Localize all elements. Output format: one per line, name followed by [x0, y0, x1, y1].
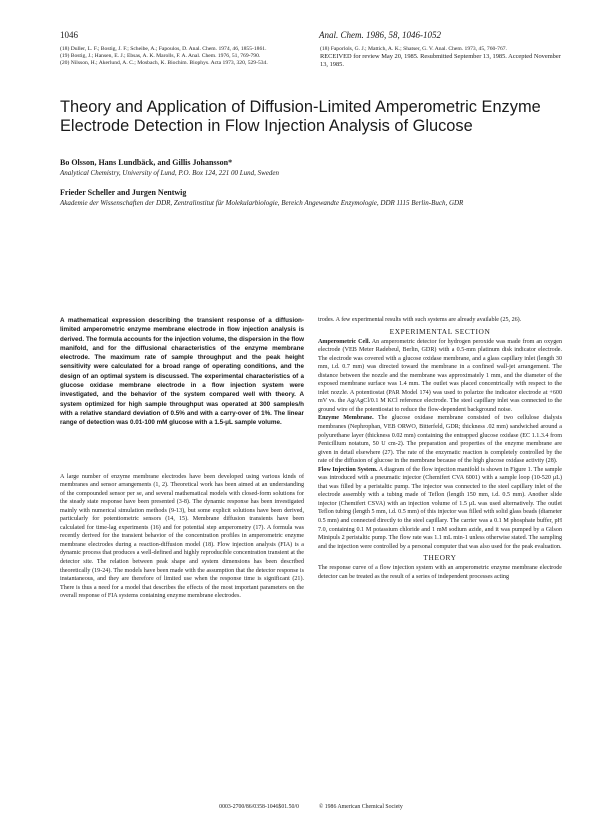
- reference-item: (18) Faporlols, G. J.; Mattich, A. K.; Shatser, G. V. Anal. Chem. 1973, 45, 760-767.: [320, 46, 507, 52]
- journal-citation: Anal. Chem. 1986, 58, 1046-1052: [319, 30, 441, 40]
- reference-item: (18) Duller, L. F.; Bostig, J. F.; Scheibe, A.; Fapoulos, D. Anal. Chem. 1974, 46, 1855-1861.: [60, 46, 267, 52]
- introduction-continued: trodes. A few experimental results with such systems are already available (25, 26).: [318, 317, 522, 323]
- experimental-section-heading: EXPERIMENTAL SECTION: [389, 326, 491, 336]
- runin-heading: Amperometric Cell.: [318, 338, 371, 345]
- references-left-column: [60, 46, 302, 86]
- paragraph-enzyme-membrane: [318, 414, 562, 465]
- article-code: 0003-2700/86/0358-1046$01.50/0: [219, 804, 299, 810]
- abstract: A mathematical expression describing the transient response of a diffusion-limited amperometric enzyme membrane electrode in flow injection analysis is derived. The formula accounts for the injection volume, the dispersion in the flow manifold, and for the diffusional characteristics of the enzyme membrane electrode. The maximum rate of sample throughput and the peak height sensitivity were calculated for a broad range of operating conditions, and the design of an optimal system is discussed. The experimental characteristics of a glucose oxidase membrane electrode in a flow injection system were investigated, and the behavior of the system compared well with theory. A system optimized for high sample throughput was operated at 300 samples/h with a relative standard deviation of 0.5% and with a carry-over of 1%. The linear range of detection was 0.01-100 mM glucose with a 1.5-μL sample volume.: [60, 317, 304, 427]
- paragraph-text: An amperometric detector for hydrogen peroxide was made from an oxygen electrode (VEB Meter Radebeul, Berlin, GDR) with a 0.5-mm platinum disk indicator electrode. The electrode was covered with a glucose oxidase membrane, and a glass capillary inlet (length 30 mm, i.d. 0.7 mm) was directed toward the membrane in a confined wall-jet arrangement. The distance between the nozzle and the membrane was approximately 1 mm, and the diameter of the exposed membrane surface was 1.4 mm. The outlet was placed concentrically with respect to the inlet nozzle. A potentiostat (PAR Model 174) was used to polarize the indicator electrode at +600 mV vs. the Ag/AgCl/0.1 M KCl reference electrode. The steel capillary inlet was connected to the ground wire of the potentiostat to reduce the flow-dependent background noise.: [318, 338, 562, 413]
- page-footer: [60, 804, 562, 810]
- page-header: [60, 30, 562, 44]
- theory-text: The response curve of a flow injection system with an amperometric enzyme membrane electrode detector can be treated as the result of a series of independent processes acting: [318, 565, 562, 580]
- article-title: Theory and Application of Diffusion-Limited Amperometric Enzyme Electrode Detection in Flow Injection Analysis of Glucose: [60, 98, 541, 135]
- authors-group-2: Frieder Scheller and Jurgen Nentwig: [60, 188, 187, 197]
- references-right-column: [320, 46, 562, 86]
- runin-heading: Flow Injection System.: [318, 466, 378, 473]
- paragraph-amperometric-cell: [318, 338, 562, 415]
- reference-item: (19) Bostig, J.; Hansen, E. J.; Ebsas, A. K. Marolls, F. A. Anal. Chem. 1976, 51, 769-790.: [60, 53, 261, 60]
- page-number: 1046: [60, 30, 78, 40]
- article-body: [60, 316, 562, 794]
- affiliation-1: Analytical Chemistry, University of Lund, P.O. Box 124, 221 00 Lund, Sweden: [60, 169, 279, 177]
- paragraph-text: The glucose oxidase membrane consisted of two cellulose dialysis membranes (Nephrophan, VEB ORWO, Bitterfeld, GDR; thickness .02 mm) sandwiched around a polyurethane layer (thickness 0.02 mm) containing the entrapped glucose oxidase (EC 1.1.3.4 from Penicillium notatum, 50 U cm-2). The preparation and properties of the enzyme membrane are given in detail elsewhere (27). The rate of the enzymatic reaction is completely controlled by the rate of the diffusion of glucose in the membrane because of the high glucose oxidase activity (28).: [318, 415, 562, 465]
- affiliation-2: Akademie der Wissenschaften der DDR, Zentralinstitut für Molekularbiologie, Bereich Angewandte Enzymologie, DDR 1115 Berlin-Buch, GDR: [60, 199, 464, 207]
- left-column: [60, 316, 304, 794]
- received-note: RECEIVED for review May 20, 1985. Resubmitted September 13, 1985. Accepted November 13, 1985.: [320, 53, 561, 69]
- reference-item: (20) Nilsson, H.; Akerlund, A. C.; Mosbach, K. Biochim. Biophys. Acta 1973, 320, 529-534.: [60, 60, 268, 67]
- introduction-text: A large number of enzyme membrane electrodes have been developed using various kinds of membranes and sensor arrangements (1, 2). Theoretical work has been aimed at an understanding of the compounded sensor per se, and several mathematical models with closed-form solutions for the steady state response have been presented (3-8). The dynamic response has been investigated mainly with numerical simulation methods (9-13), but some explicit solutions have been derived, particularly for potentiometric sensors (14, 15). Membrane diffusion transients have been calculated for time-lag experiments (16) and for potential step amperometry (17). A formula was recently derived for the transient behavior of the concentration profiles in amperometric enzyme membrane electrodes during a reaction-diffusion model (18). Flow injection analysis (FIA) is a dynamic process that produces a well-defined and highly reproducible concentration transient at the detector site. The relation between peak shape and system dimensions has been described theoretically (19-24). The models have been made with the assumption that the detector response is instantaneous, and they are therefore of limited use when the response time is significant (21). There is thus a need for a model that describes the effects of the most important parameters on the overall response of FIA systems containing enzyme membrane electrodes.: [60, 473, 304, 600]
- theory-section-heading: THEORY: [423, 553, 457, 563]
- paragraph-text: A diagram of the flow injection manifold is shown in Figure 1. The sample was introduced with a pneumatic injector (Chemifert CVA 6001) with a sample loop (10-520 μL) that was filled by a peristaltic pump. The injector was connected to the steel capillary inlet of the electrode assembly with a tubing made of Teflon (length 150 mm, i.d. 0.5 mm). Another slide injector (Chemifert CSVA) with an injection volume of 1.5 μL was used alternatively. The outlet Teflon tubing (length 5 mm, i.d. 0.5 mm) of this injector was filled with solid glass beads (diameter 0.5 mm) and connected directly to the steel capillary. The carrier was a 0.1 M phosphate buffer, pH 7.0, containing 0.1 M potassium chloride and 1 mM sodium azide, and it was pumped by a Gilson Minipuls 2 peristaltic pump. The flow rate was 1.1 mL min-1 unless otherwise stated. The sampling and the injection were controlled by a personal computer that was also used for the peak evaluation.: [318, 466, 562, 550]
- paragraph-flow-injection: [318, 466, 562, 551]
- authors-group-1: Bo Olsson, Hans Lundbäck, and Gillis Johansson*: [60, 158, 233, 167]
- reference-list-top: [60, 46, 562, 86]
- copyright-notice: © 1986 American Chemical Society: [318, 804, 403, 810]
- runin-heading: Enzyme Membrane.: [318, 415, 374, 422]
- right-column: [318, 316, 562, 794]
